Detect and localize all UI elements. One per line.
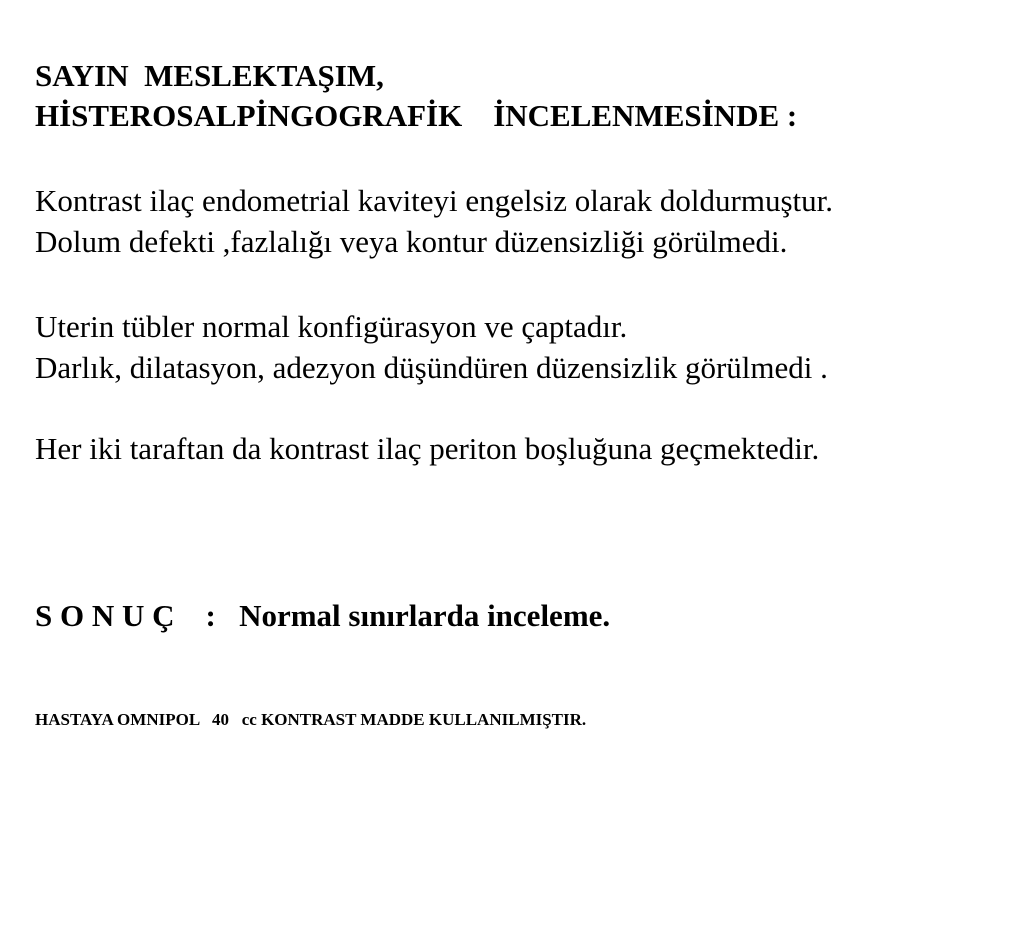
exam-heading: HİSTEROSALPİNGOGRAFİK İNCELENMESİNDE : <box>35 98 798 133</box>
conclusion-line: S O N U Ç : Normal sınırlarda inceleme. <box>35 598 611 633</box>
contrast-note: HASTAYA OMNIPOL 40 cc KONTRAST MADDE KULLANILMIŞTIR. <box>35 710 587 729</box>
salutation-heading: SAYIN MESLEKTAŞIM, <box>35 58 384 93</box>
finding-line: Darlık, dilatasyon, adezyon düşündüren düzensizlik görülmedi . <box>35 350 828 385</box>
finding-line: Her iki taraftan da kontrast ilaç periton boşluğuna geçmektedir. <box>35 431 820 466</box>
finding-line: Uterin tübler normal konfigürasyon ve çaptadır. <box>35 309 628 344</box>
finding-line: Dolum defekti ,fazlalığı veya kontur düzensizliği görülmedi. <box>35 224 788 259</box>
finding-line: Kontrast ilaç endometrial kaviteyi engelsiz olarak doldurmuştur. <box>35 183 834 218</box>
